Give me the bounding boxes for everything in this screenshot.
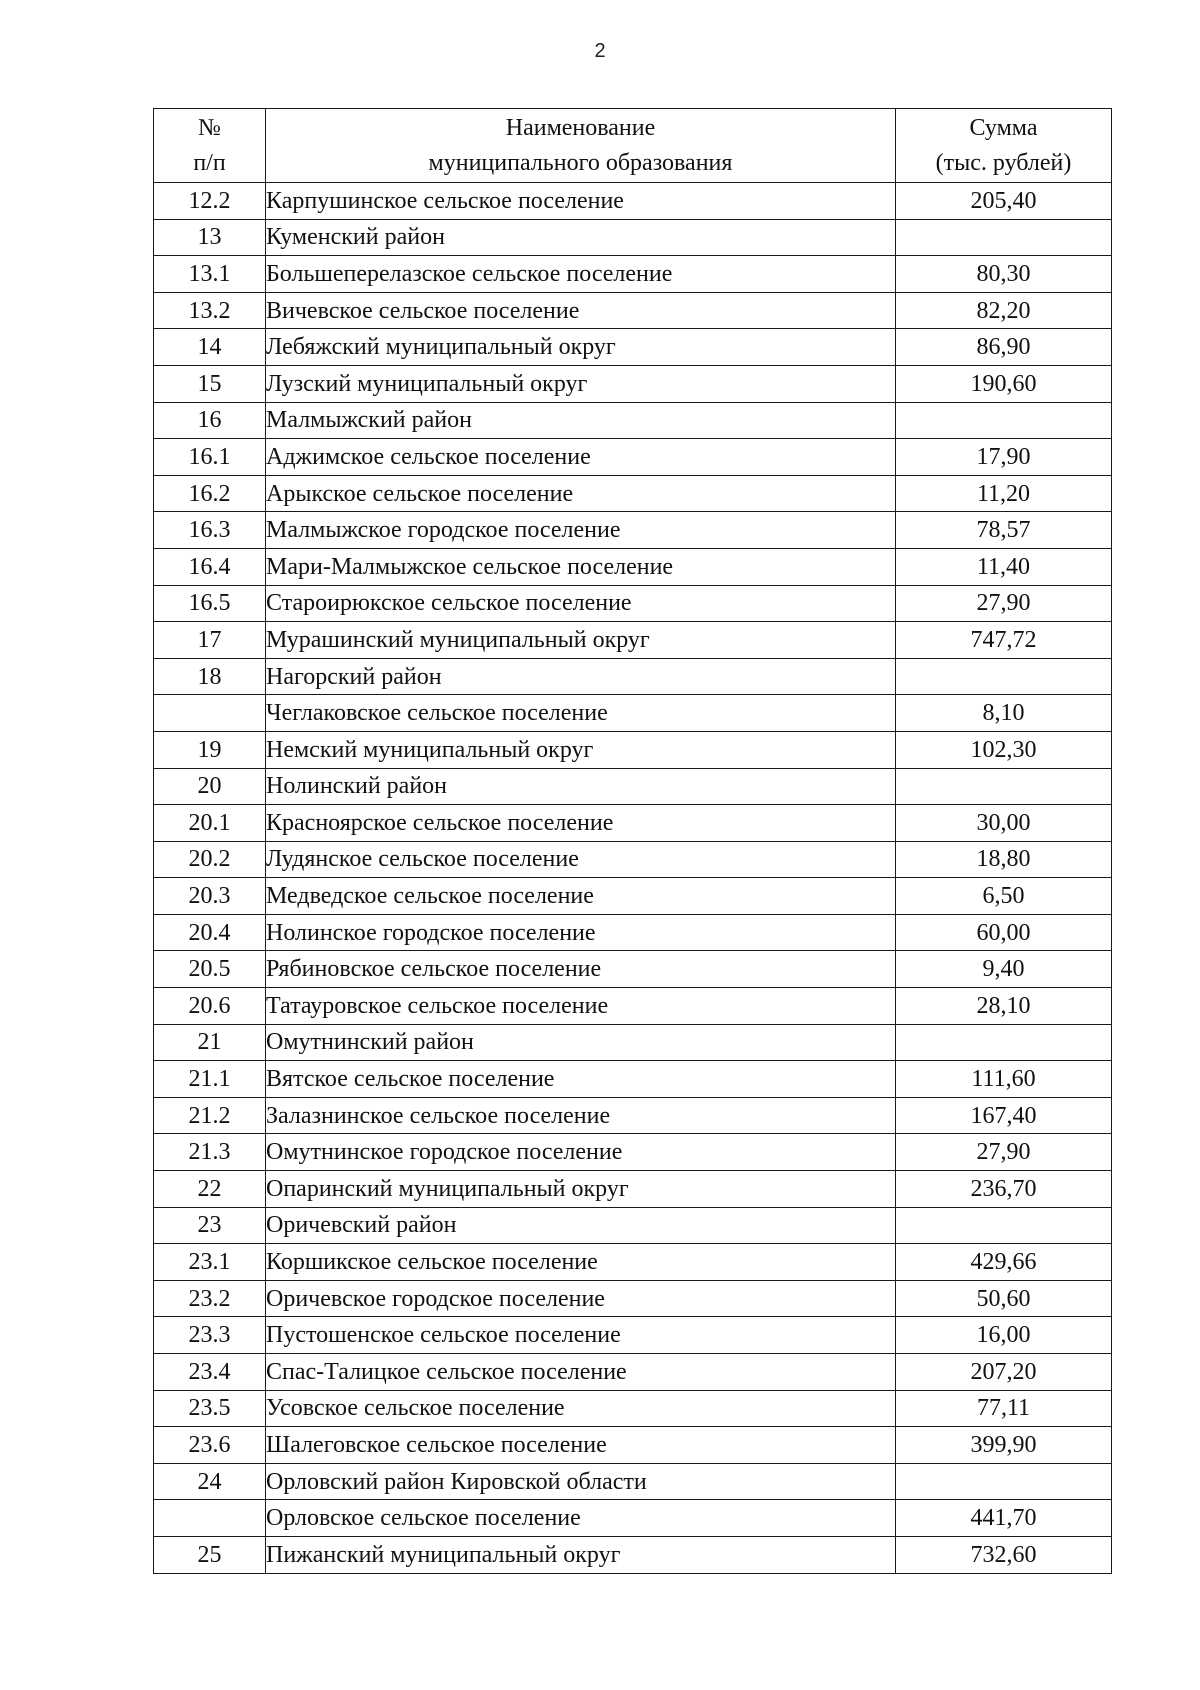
table-row xyxy=(154,585,1112,622)
table-row xyxy=(154,329,1112,366)
row-number-cell: 23.3 xyxy=(154,1317,266,1354)
row-sum-cell: 9,40 xyxy=(896,951,1112,988)
row-name-cell: Карпушинское сельское поселение xyxy=(266,183,896,220)
row-name-cell: Омутнинское городское поселение xyxy=(266,1134,896,1171)
table-row xyxy=(154,1171,1112,1208)
table-row xyxy=(154,1244,1112,1281)
table-row xyxy=(154,622,1112,659)
table-row xyxy=(154,1097,1112,1134)
table-row xyxy=(154,731,1112,768)
table-row xyxy=(154,768,1112,805)
table-header-row xyxy=(154,109,1112,183)
header-number xyxy=(154,109,266,183)
row-sum-cell: 190,60 xyxy=(896,365,1112,402)
row-number-cell: 19 xyxy=(154,731,266,768)
row-sum-cell: 747,72 xyxy=(896,622,1112,659)
row-name-cell: Опаринский муниципальный округ xyxy=(266,1171,896,1208)
row-number-cell: 23.5 xyxy=(154,1390,266,1427)
row-sum-cell: 6,50 xyxy=(896,878,1112,915)
row-name-cell: Омутнинский район xyxy=(266,1024,896,1061)
row-name-cell: Оричевский район xyxy=(266,1207,896,1244)
row-sum-cell: 17,90 xyxy=(896,439,1112,476)
row-number-cell: 22 xyxy=(154,1171,266,1208)
row-name-cell: Орловский район Кировской области xyxy=(266,1463,896,1500)
row-number-cell: 21.2 xyxy=(154,1097,266,1134)
row-name-cell: Красноярское сельское поселение xyxy=(266,805,896,842)
table-body xyxy=(154,183,1112,1574)
row-sum-cell: 8,10 xyxy=(896,695,1112,732)
table-row xyxy=(154,988,1112,1025)
table-row xyxy=(154,658,1112,695)
table-row xyxy=(154,1280,1112,1317)
row-sum-cell: 111,60 xyxy=(896,1061,1112,1098)
row-sum-cell: 16,00 xyxy=(896,1317,1112,1354)
row-number-cell: 14 xyxy=(154,329,266,366)
table-row xyxy=(154,548,1112,585)
row-name-cell: Нолинский район xyxy=(266,768,896,805)
row-number-cell: 16 xyxy=(154,402,266,439)
table-row xyxy=(154,1463,1112,1500)
row-sum-cell: 50,60 xyxy=(896,1280,1112,1317)
row-name-cell: Большеперелазское сельское поселение xyxy=(266,256,896,293)
table-row xyxy=(154,1354,1112,1391)
row-name-cell: Лузский муниципальный округ xyxy=(266,365,896,402)
row-name-cell: Мурашинский муниципальный округ xyxy=(266,622,896,659)
header-sum xyxy=(896,109,1112,183)
row-number-cell: 16.1 xyxy=(154,439,266,476)
row-number-cell: 21.1 xyxy=(154,1061,266,1098)
row-sum-cell: 205,40 xyxy=(896,183,1112,220)
row-sum-cell: 18,80 xyxy=(896,841,1112,878)
row-sum-cell xyxy=(896,768,1112,805)
row-sum-cell xyxy=(896,219,1112,256)
row-sum-cell: 11,20 xyxy=(896,475,1112,512)
table-row xyxy=(154,1390,1112,1427)
header-number-line-1: № xyxy=(198,114,221,141)
row-number-cell: 21 xyxy=(154,1024,266,1061)
row-sum-cell: 27,90 xyxy=(896,585,1112,622)
row-sum-cell xyxy=(896,402,1112,439)
table-row xyxy=(154,365,1112,402)
table-row xyxy=(154,695,1112,732)
header-name-line-2: муниципального образования xyxy=(428,149,733,176)
row-number-cell: 20.5 xyxy=(154,951,266,988)
row-sum-cell: 30,00 xyxy=(896,805,1112,842)
row-name-cell: Арыкское сельское поселение xyxy=(266,475,896,512)
table-row xyxy=(154,219,1112,256)
table-row xyxy=(154,1024,1112,1061)
header-name xyxy=(266,109,896,183)
table-row xyxy=(154,841,1112,878)
row-sum-cell: 82,20 xyxy=(896,292,1112,329)
table-row xyxy=(154,1500,1112,1537)
row-name-cell: Лудянское сельское поселение xyxy=(266,841,896,878)
row-number-cell: 20.1 xyxy=(154,805,266,842)
row-sum-cell xyxy=(896,1207,1112,1244)
row-number-cell: 15 xyxy=(154,365,266,402)
row-sum-cell: 60,00 xyxy=(896,914,1112,951)
page-number: 2 xyxy=(594,40,606,62)
row-name-cell: Усовское сельское поселение xyxy=(266,1390,896,1427)
row-sum-cell: 86,90 xyxy=(896,329,1112,366)
row-name-cell: Орловское сельское поселение xyxy=(266,1500,896,1537)
row-number-cell: 13 xyxy=(154,219,266,256)
row-number-cell: 16.2 xyxy=(154,475,266,512)
row-number-cell xyxy=(154,1500,266,1537)
table-row xyxy=(154,805,1112,842)
row-name-cell: Малмыжское городское поселение xyxy=(266,512,896,549)
row-sum-cell: 429,66 xyxy=(896,1244,1112,1281)
row-number-cell: 18 xyxy=(154,658,266,695)
row-name-cell: Нагорский район xyxy=(266,658,896,695)
row-number-cell: 25 xyxy=(154,1536,266,1573)
row-name-cell: Староирюкское сельское поселение xyxy=(266,585,896,622)
row-name-cell: Медведское сельское поселение xyxy=(266,878,896,915)
header-sum-line-2: (тыс. рублей) xyxy=(935,149,1072,176)
header-number-line-2: п/п xyxy=(193,149,226,176)
row-number-cell: 16.5 xyxy=(154,585,266,622)
row-sum-cell: 28,10 xyxy=(896,988,1112,1025)
row-name-cell: Залазнинское сельское поселение xyxy=(266,1097,896,1134)
row-number-cell: 23.4 xyxy=(154,1354,266,1391)
table-row xyxy=(154,878,1112,915)
row-sum-cell: 11,40 xyxy=(896,548,1112,585)
table-row xyxy=(154,1427,1112,1464)
table-row xyxy=(154,1536,1112,1573)
row-number-cell: 23.1 xyxy=(154,1244,266,1281)
row-name-cell: Мари-Малмыжское сельское поселение xyxy=(266,548,896,585)
table-row xyxy=(154,402,1112,439)
row-number-cell: 20.6 xyxy=(154,988,266,1025)
table-row xyxy=(154,475,1112,512)
table-row xyxy=(154,512,1112,549)
row-number-cell: 23.6 xyxy=(154,1427,266,1464)
row-number-cell xyxy=(154,695,266,732)
row-name-cell: Коршикское сельское поселение xyxy=(266,1244,896,1281)
row-name-cell: Рябиновское сельское поселение xyxy=(266,951,896,988)
row-name-cell: Вичевское сельское поселение xyxy=(266,292,896,329)
row-name-cell: Вятское сельское поселение xyxy=(266,1061,896,1098)
row-sum-cell: 102,30 xyxy=(896,731,1112,768)
row-sum-cell xyxy=(896,1463,1112,1500)
row-sum-cell: 399,90 xyxy=(896,1427,1112,1464)
row-sum-cell: 732,60 xyxy=(896,1536,1112,1573)
table-row xyxy=(154,292,1112,329)
row-name-cell: Пижанский муниципальный округ xyxy=(266,1536,896,1573)
row-sum-cell: 236,70 xyxy=(896,1171,1112,1208)
table-row xyxy=(154,439,1112,476)
row-sum-cell: 80,30 xyxy=(896,256,1112,293)
row-sum-cell: 441,70 xyxy=(896,1500,1112,1537)
row-name-cell: Татауровское сельское поселение xyxy=(266,988,896,1025)
row-sum-cell: 167,40 xyxy=(896,1097,1112,1134)
row-sum-cell: 27,90 xyxy=(896,1134,1112,1171)
header-name-line-1: Наименование xyxy=(505,114,656,141)
row-number-cell: 20.2 xyxy=(154,841,266,878)
row-name-cell: Малмыжский район xyxy=(266,402,896,439)
row-name-cell: Чеглаковское сельское поселение xyxy=(266,695,896,732)
row-sum-cell: 207,20 xyxy=(896,1354,1112,1391)
table-row xyxy=(154,914,1112,951)
table-row xyxy=(154,1134,1112,1171)
row-number-cell: 20.4 xyxy=(154,914,266,951)
row-name-cell: Шалеговское сельское поселение xyxy=(266,1427,896,1464)
row-number-cell: 16.3 xyxy=(154,512,266,549)
row-number-cell: 21.3 xyxy=(154,1134,266,1171)
table-row xyxy=(154,256,1112,293)
row-sum-cell xyxy=(896,658,1112,695)
row-sum-cell: 78,57 xyxy=(896,512,1112,549)
row-number-cell: 23.2 xyxy=(154,1280,266,1317)
row-name-cell: Нолинское городское поселение xyxy=(266,914,896,951)
row-number-cell: 20 xyxy=(154,768,266,805)
header-sum-line-1: Сумма xyxy=(969,114,1038,141)
row-number-cell: 13.2 xyxy=(154,292,266,329)
row-name-cell: Спас-Талицкое сельское поселение xyxy=(266,1354,896,1391)
row-name-cell: Куменский район xyxy=(266,219,896,256)
row-sum-cell: 77,11 xyxy=(896,1390,1112,1427)
table-row xyxy=(154,183,1112,220)
row-number-cell: 17 xyxy=(154,622,266,659)
table-row xyxy=(154,1207,1112,1244)
row-name-cell: Пустошенское сельское поселение xyxy=(266,1317,896,1354)
row-number-cell: 16.4 xyxy=(154,548,266,585)
table-row xyxy=(154,951,1112,988)
table-row xyxy=(154,1317,1112,1354)
table-row xyxy=(154,1061,1112,1098)
row-number-cell: 13.1 xyxy=(154,256,266,293)
allocation-table xyxy=(153,108,1112,1574)
row-sum-cell xyxy=(896,1024,1112,1061)
row-number-cell: 24 xyxy=(154,1463,266,1500)
row-number-cell: 12.2 xyxy=(154,183,266,220)
row-name-cell: Немский муниципальный округ xyxy=(266,731,896,768)
row-name-cell: Оричевское городское поселение xyxy=(266,1280,896,1317)
row-number-cell: 23 xyxy=(154,1207,266,1244)
row-name-cell: Аджимское сельское поселение xyxy=(266,439,896,476)
row-number-cell: 20.3 xyxy=(154,878,266,915)
row-name-cell: Лебяжский муниципальный округ xyxy=(266,329,896,366)
